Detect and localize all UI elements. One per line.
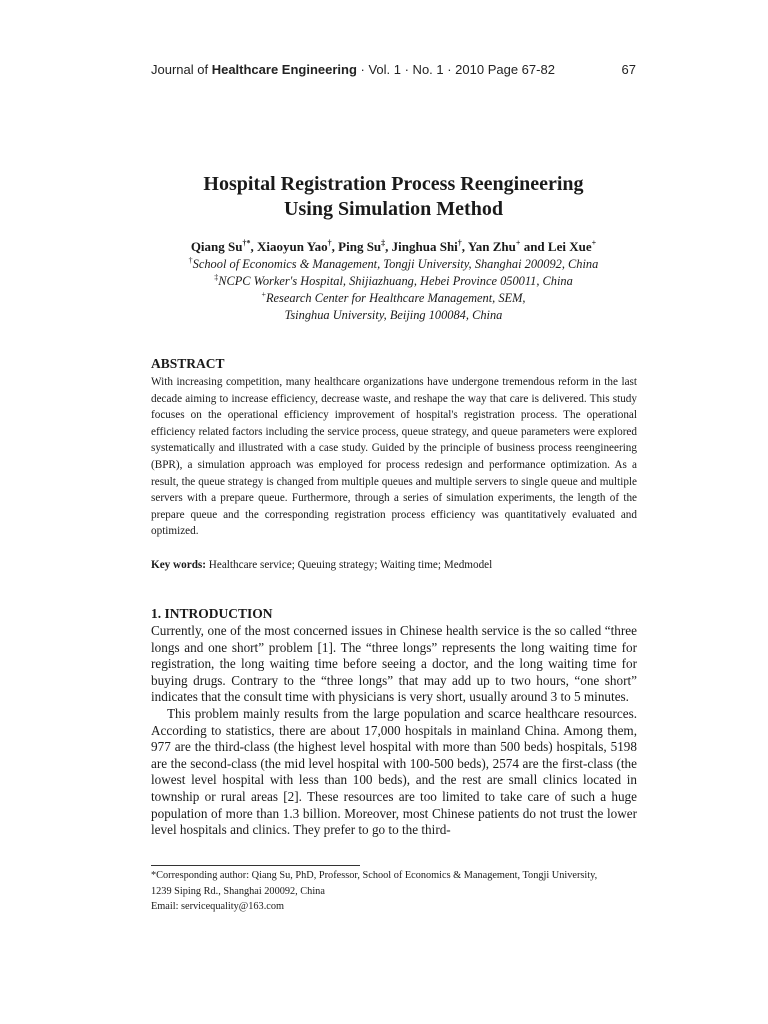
author-mark: † <box>457 238 462 248</box>
author-mark: + <box>591 238 597 248</box>
keywords-label: Key words: <box>151 559 206 571</box>
affiliation <box>151 290 636 307</box>
footnote <box>151 868 637 915</box>
footnote-divider <box>151 865 360 866</box>
abstract-text: With increasing competition, many healthcare organizations have undergone tremendous reform in the last decade aiming to increase efficiency, decrease waste, and reshape the way that care is delivered. This study focuses on the operational efficiency improvement of hospital's registration process. The operational efficiency related factors including the service process, queue strategy, and queue parameters were explored systematically and illustrated with a case study. Guided by the principle of business process reengineering (BPR), a simulation approach was employed for process redesign and performance optimization. As a result, the queue strategy is changed from multiple queues and multiple servers to single queue and multiple servers with a prepare queue. Furthermore, through a series of simulation experiments, the length of the prepare queue and the corresponding registration process efficiency was quantitatively evaluated and optimized. <box>151 376 637 538</box>
author-name: Xiaoyun Yao <box>256 239 328 254</box>
affiliation-mark: + <box>261 289 266 299</box>
affiliation <box>151 256 636 273</box>
affiliation-mark: † <box>188 255 193 265</box>
footnote-email: Email: servicequality@163.com <box>151 901 285 912</box>
paragraph: Currently, one of the most concerned issues in Chinese health service is the so called “three longs and one short” problem [1]. The “three longs” represents the long waiting time for registration, the long waiting time before seeing a doctor, and the long waiting time for buying drugs. Contrary to the “three longs” that may add up to two hours, “one short” indicates that the consult time with physicians is very short, usually around 3 to 5 minutes. <box>151 623 637 705</box>
affiliation-mark: ‡ <box>214 272 219 282</box>
author-separator: , <box>461 239 468 254</box>
author-name: Ping Su <box>338 239 382 254</box>
running-header <box>151 61 636 79</box>
page-number: 67 <box>621 62 636 77</box>
author-conjunction: and <box>520 239 548 254</box>
title-line-2: Using Simulation Method <box>284 198 503 220</box>
journal-name: Healthcare Engineering <box>211 62 357 77</box>
footnote-line: *Corresponding author: Qiang Su, PhD, Professor, School of Economics & Management, Tongji University, <box>151 870 598 881</box>
footnote-line: 1239 Siping Rd., Shanghai 200092, China <box>151 885 325 897</box>
section-body <box>151 623 637 839</box>
author-name: Jinghua Shi <box>391 239 458 254</box>
affiliation <box>151 307 636 324</box>
affiliation-text: Tsinghua University, Beijing 100084, China <box>284 308 503 322</box>
affiliation-text: School of Economics & Management, Tongji University, Shanghai 200092, China <box>192 257 599 271</box>
author-mark: ‡ <box>381 238 386 248</box>
keywords-text: Healthcare service; Queuing strategy; Waiting time; Medmodel <box>206 559 493 571</box>
abstract-heading: ABSTRACT <box>151 356 225 371</box>
journal-prefix: Journal of <box>151 62 212 77</box>
paper-title <box>151 172 636 222</box>
author-separator: , <box>385 239 392 254</box>
affiliation <box>151 273 636 290</box>
affiliation-text: Research Center for Healthcare Management, SEM, <box>265 291 526 305</box>
affiliation-list <box>151 256 636 324</box>
author-separator: , <box>250 239 257 254</box>
affiliation-text: NCPC Worker's Hospital, Shijiazhuang, Hebei Province 050011, China <box>218 274 573 288</box>
author-name: Qiang Su <box>190 239 243 254</box>
author-name: Yan Zhu <box>467 239 516 254</box>
author-mark: † <box>327 238 332 248</box>
journal-volume-info: · Vol. 1 · No. 1 · 2010 Page 67-82 <box>356 62 555 77</box>
author-list <box>151 238 636 255</box>
section-heading: 1. INTRODUCTION <box>151 606 273 621</box>
title-line-1: Hospital Registration Process Reengineering <box>203 173 584 195</box>
paragraph: This problem mainly results from the large population and scarce healthcare resources. According to statistics, there are about 17,000 hospitals in mainland China. Among them, 977 are the third-class (the highest level hospital with more than 500 beds) hospitals, 5198 are the second-class (the mid level hospital with 100-500 beds), 2574 are the first-class (the lowest level hospital with less than 100 beds), and the rest are small clinics located in township or rural areas [2]. These resources are too limited to take care of such a huge population of more than 1.3 billion. Moreover, most Chinese patients do not trust the lower level hospitals and clinics. They prefer to go to the third- <box>151 705 637 838</box>
author-mark: + <box>515 238 521 248</box>
author-mark: †* <box>242 238 251 248</box>
keywords <box>151 557 637 573</box>
author-separator: , <box>331 239 339 254</box>
author-name: Lei Xue <box>547 239 592 254</box>
